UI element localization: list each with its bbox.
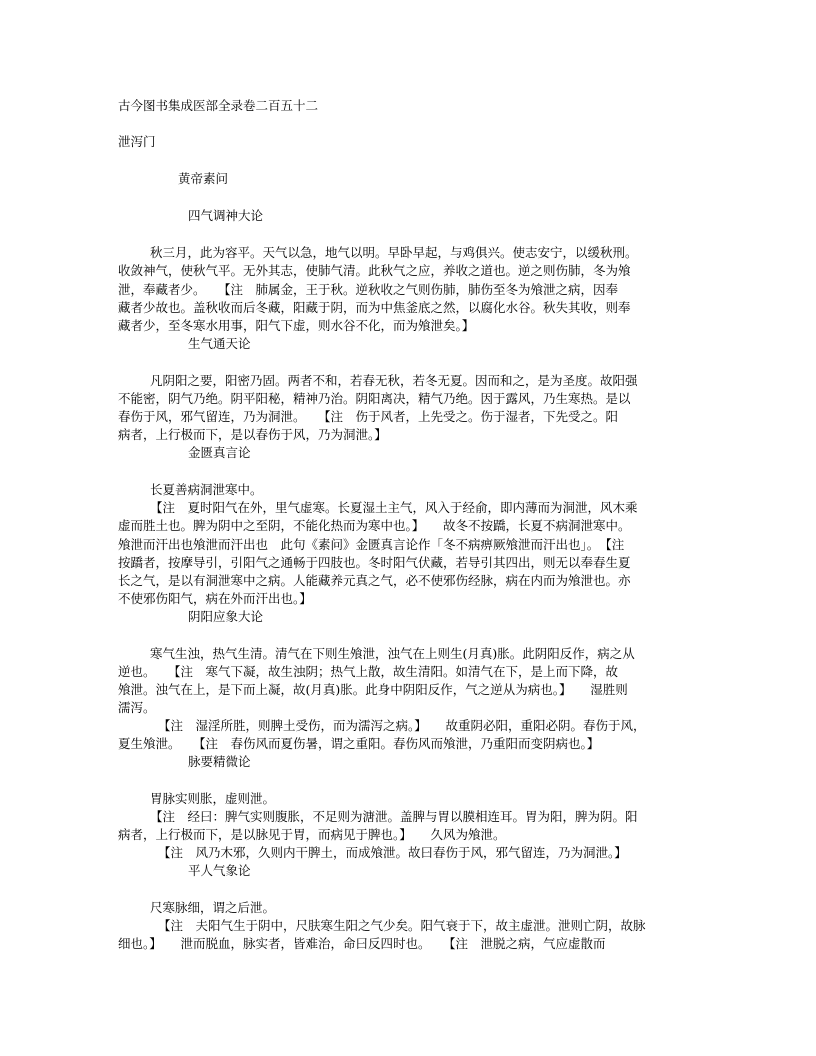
text-line: 尺寒脉细，谓之后泄。 [150,900,276,915]
text-line: 秋三月，此为容平。天气以急，地气以明。早卧早起，与鸡俱兴。使志安宁，以缓秋刑。 [150,245,638,260]
text-line: 泄，奉藏者少。 【注 肺属金，王于秋。逆秋收之气则伤肺，肺伤至冬为飧泄之病，因奉 [118,282,619,297]
text-line: 长夏善病洞泄寒中。 [150,482,263,497]
text-line: 寒气生浊，热气生清。清气在下则生飧泄，浊气在上则生(月真)胀。此阴阳反作，病之从 [150,646,635,661]
chapter-title: 金匮真言论 [188,445,251,460]
text-line: 虚而胜土也。脾为阴中之至阴，不能化热而为寒中也。】 故冬不按蹻，长夏不病洞泄寒中。 [118,518,631,533]
text-line: 【注 夏时阳气在外，里气虚寒。长夏湿土主气，风入于经俞，即内薄而为洞泄，风木乘 [150,500,638,515]
text-line: 【注 风乃木邪，久则内干脾土，而成飧泄。故曰春伤于风，邪气留连，乃为洞泄。】 [158,845,627,860]
text-line: 【注 夫阳气生于阴中，尺肤寒生阳之气少矣。阳气衰于下，故主虚泄。泄则亡阴，故脉 [158,918,646,933]
subsection-title: 黄帝素问 [178,171,229,186]
text-line: 收敛神气，使秋气平。无外其志，使肺气清。此秋气之应，养收之道也。逆之则伤肺，冬为飧 [118,263,631,278]
chapter-title: 四气调神大论 [188,208,264,223]
text-line: 【注 湿淫所胜，则脾土受伤，而为濡泻之病。】 故重阴必阳，重阳必阴。春伤于风， [158,718,646,733]
chapter-title: 生气通天论 [188,336,251,351]
text-line: 春伤于风，邪气留连，乃为洞泄。 【注 伤于风者，上先受之。伤于湿者，下先受之。阳 [118,409,619,424]
text-line: 飧泄。浊气在上，是下而上凝，故(月真)胀。此身中阴阳反作，气之逆从为病也。】 湿胜则 [118,682,628,697]
chapter-title: 脉要精微论 [188,754,251,769]
text-line: 凡阴阳之要，阳密乃固。两者不和，若春无秋，若冬无夏。因而和之，是为圣度。故阳强 [150,373,638,388]
text-line: 藏者少故也。盖秋收而后冬藏，阳藏于阴，而为中焦釜底之然，以腐化水谷。秋失其收，则奉 [118,300,631,315]
chapter-title: 阴阳应象大论 [188,609,264,624]
text-line: 不使邪伤阳气，病在外而汗出也。】 [118,591,312,606]
text-line: 逆也。 【注 寒气下凝，故生浊阴；热气上散，故生清阳。如清气在下，是上而下降，故 [118,664,619,679]
text-line: 长之气，是以有洞泄寒中之病。人能藏养元真之气，必不使邪伤经脉，病在内而为飧泄也。亦 [118,573,631,588]
text-line: 按蹻者，按摩导引，引阳气之通畅于四肢也。冬时阳气伏藏，若导引其四出，则无以奉春生夏 [118,555,631,570]
text-line: 细也。】 泄而脱血，脉实者，皆难治，命曰反四时也。 【注 泄脱之病，气应虚散而 [118,936,606,951]
text-line: 胃脉实则胀，虚则泄。 [150,791,276,806]
section-title: 泄泻门 [118,134,156,149]
text-line: 病者，上行极而下，是以春伤于风，乃为洞泄。】 [118,427,387,442]
chapter-title: 平人气象论 [188,863,251,878]
text-line: 藏者少，至冬寒水用事，阳气下虚，则水谷不化，而为飧泄矣。】 [118,318,475,333]
text-line: 病者，上行极而下，是以脉见于胃，而病见于脾也。】 久风为飧泄。 [118,827,506,842]
text-line: 飧泄而汗出也飧泄而汗出也 此句《素问》金匮真言论作「冬不病痹厥飧泄而汗出也」。 【注 [118,537,625,552]
text-line: 濡泻。 [118,700,156,715]
text-line: 【注 经曰：脾气实则腹胀，不足则为溏泄。盖脾与胃以膜相连耳。胃为阳，脾为阴。阳 [150,809,638,824]
text-line: 夏生飧泄。 【注 春伤风而夏伤暑，谓之重阳。春伤风而飧泄，乃重阳而变阴病也。】 [118,736,600,751]
document-title: 古今图书集成医部全录卷二百五十二 [118,98,319,113]
text-line: 不能密，阴气乃绝。阴平阳秘，精神乃治。阴阳离决，精气乃绝。因于露风，乃生寒热。是以 [118,391,631,406]
